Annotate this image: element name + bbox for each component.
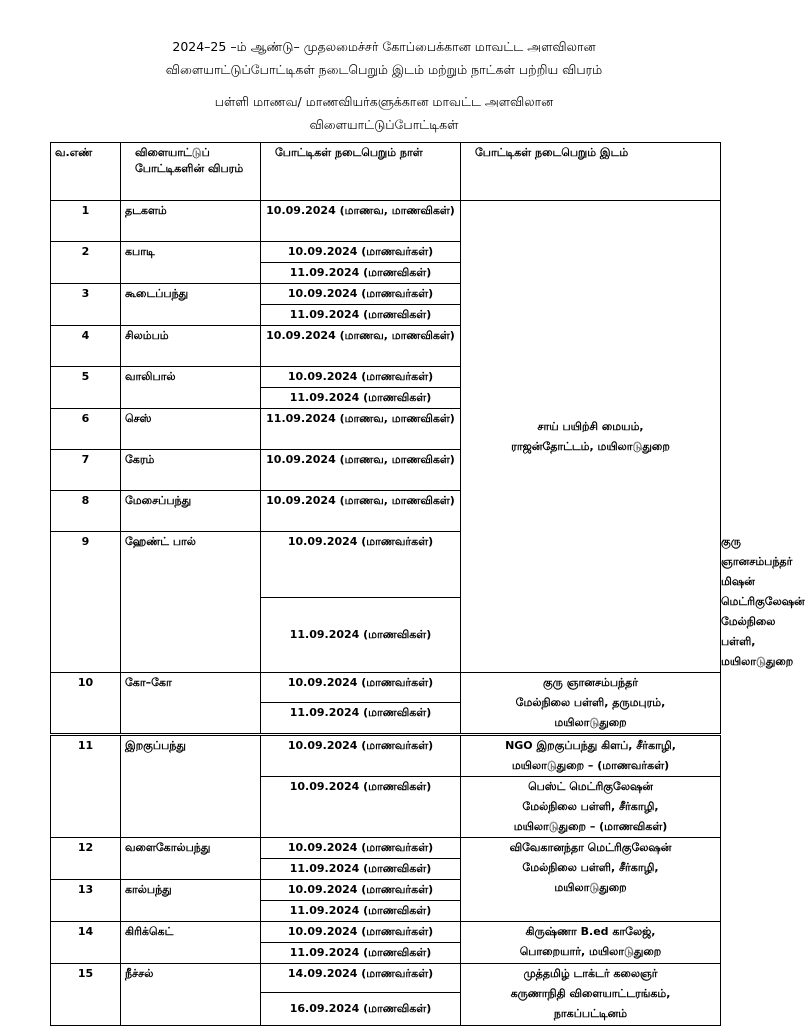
row-sport: கபாடி xyxy=(121,242,261,284)
row-sno: 9 xyxy=(51,532,121,673)
title-line-2: விளையாட்டுப்போட்டிகள் நடைபெறும் இடம் மற்றும் நாட்கள் பற்றிய விபரம் xyxy=(165,62,603,77)
row-date: 11.09.2024 (மாணவ, மாணவிகள்) xyxy=(261,409,461,450)
row-sno: 12 xyxy=(51,838,121,880)
venue-cell xyxy=(461,922,721,964)
row-sno: 10 xyxy=(51,673,121,735)
title-line-1: 2024–25 –ம் ஆண்டு– முதலமைச்சர் கோப்பைக்கான மாவட்ட அளவிலான xyxy=(172,39,596,54)
row-sport: செஸ் xyxy=(121,409,261,450)
row-date: 11.09.2024 (மாணவிகள்) xyxy=(261,901,461,922)
document-subtitle xyxy=(0,90,768,136)
row-date: 10.09.2024 (மாணவிகள்) xyxy=(261,777,461,838)
table-row: 9 ஹேண்ட் பால் 10.09.2024 (மாணவர்கள்) குரு ஞானசம்பந்தர் மிஷன் மெட்ரிகுலேஷன் மேல்நிலை பள்ளி, மயிலாடுதுறை xyxy=(51,532,721,598)
row-sno: 13 xyxy=(51,880,121,922)
row-sno: 1 xyxy=(51,201,121,242)
row-date: 10.09.2024 (மாணவர்கள்) xyxy=(261,532,461,598)
venue-line: மேல்நிலை பள்ளி, சீர்காழி, xyxy=(522,800,659,813)
row-date: 10.09.2024 (மாணவ, மாணவிகள்) xyxy=(261,450,461,491)
row-sport: வாலிபால் xyxy=(121,367,261,409)
venue-line: கருணாநிதி விளையாட்டரங்கம், xyxy=(510,987,671,1000)
table-row xyxy=(51,964,721,993)
column-header-sno: வ.எண் xyxy=(51,143,121,201)
row-sport: தடகளம் xyxy=(121,201,261,242)
table-row xyxy=(51,201,721,242)
row-date: 11.09.2024 (மாணவிகள்) xyxy=(261,388,461,409)
venue-cell xyxy=(461,838,721,922)
row-sno: 7 xyxy=(51,450,121,491)
row-date: 10.09.2024 (மாணவ, மாணவிகள்) xyxy=(261,201,461,242)
row-date: 10.09.2024 (மாணவர்கள்) xyxy=(261,367,461,388)
table-row xyxy=(51,735,721,777)
row-sno: 11 xyxy=(51,735,121,838)
row-date: 10.09.2024 (மாணவர்கள்) xyxy=(261,242,461,263)
row-date: 10.09.2024 (மாணவர்கள்) xyxy=(261,735,461,777)
row-sport: ஹேண்ட் பால் xyxy=(121,532,261,673)
venue-line: மயிலாடுதுறை – (மாணவிகள்) xyxy=(513,820,668,833)
row-date: 11.09.2024 (மாணவிகள்) xyxy=(261,263,461,284)
document-title xyxy=(0,35,768,81)
venue-line: மேல்நிலை பள்ளி, சீர்காழி, xyxy=(522,861,659,874)
row-sno: 14 xyxy=(51,922,121,964)
venue-cell xyxy=(461,777,721,838)
row-date: 16.09.2024 (மாணவிகள்) xyxy=(261,993,461,1026)
row-sport: வளைகோல்பந்து xyxy=(121,838,261,880)
row-sport: கோ–கோ xyxy=(121,673,261,735)
row-date: 10.09.2024 (மாணவர்கள்) xyxy=(261,838,461,859)
venue-line: மயிலாடுதுறை – (மாணவர்கள்) xyxy=(511,759,670,772)
row-date: 11.09.2024 (மாணவிகள்) xyxy=(261,943,461,964)
table-row xyxy=(51,673,721,703)
row-sport: மேசைப்பந்து xyxy=(121,491,261,532)
row-sport: இறகுப்பந்து xyxy=(121,735,261,838)
row-sport: நீச்சல் xyxy=(121,964,261,1026)
row-sport: கேரம் xyxy=(121,450,261,491)
venue-line: நாகப்பட்டினம் xyxy=(553,1007,628,1020)
venue-cell xyxy=(461,201,721,673)
row-date: 11.09.2024 (மாணவிகள்) xyxy=(261,597,461,672)
row-sno: 2 xyxy=(51,242,121,284)
row-date: 10.09.2024 (மாணவ, மாணவிகள்) xyxy=(261,326,461,367)
venue-line: NGO இறகுப்பந்து கிளப், சீர்காழி, xyxy=(505,739,676,752)
table-row xyxy=(51,838,721,859)
venue-line: சாய் பயிற்சி மையம், xyxy=(537,419,644,433)
row-sno: 4 xyxy=(51,326,121,367)
schedule-table xyxy=(50,142,805,1026)
row-sport: கால்பந்து xyxy=(121,880,261,922)
row-date: 10.09.2024 (மாணவர்கள்) xyxy=(261,673,461,703)
venue-line: குரு ஞானசம்பந்தர் xyxy=(542,676,639,689)
row-date: 10.09.2024 (மாணவர்கள்) xyxy=(261,880,461,901)
column-header-date: போட்டிகள் நடைபெறும் நாள் xyxy=(261,143,461,201)
row-sno: 5 xyxy=(51,367,121,409)
subtitle-line-2: விளையாட்டுப்போட்டிகள் xyxy=(309,117,459,132)
venue-line: முத்தமிழ் டாக்டர் கலைஞர் xyxy=(523,967,658,980)
table-row xyxy=(51,922,721,943)
venue-line: மேல்நிலை பள்ளி, தருமபுரம், xyxy=(515,696,666,709)
row-sno: 8 xyxy=(51,491,121,532)
row-sport: கிரிக்கெட் xyxy=(121,922,261,964)
venue-cell xyxy=(461,673,721,735)
row-sno: 6 xyxy=(51,409,121,450)
row-sport: சிலம்பம் xyxy=(121,326,261,367)
venue-line: மயிலாடுதுறை xyxy=(554,716,627,729)
venue-line: விவேகானந்தா மெட்ரிகுலேஷன் xyxy=(509,841,672,854)
venue-line: கிருஷ்ணா B.ed காலேஜ், xyxy=(525,925,656,938)
row-sno: 15 xyxy=(51,964,121,1026)
row-date: 11.09.2024 (மாணவிகள்) xyxy=(261,305,461,326)
venue-line: பெஸ்ட் மெட்ரிகுலேஷன் xyxy=(528,780,653,793)
subtitle-line-1: பள்ளி மாணவ/ மாணவியர்களுக்கான மாவட்ட அளவிலான xyxy=(214,94,554,109)
row-date: 10.09.2024 (மாணவர்கள்) xyxy=(261,922,461,943)
row-date: 10.09.2024 (மாணவர்கள்) xyxy=(261,284,461,305)
column-header-venue: போட்டிகள் நடைபெறும் இடம் xyxy=(461,143,721,201)
row-date: 11.09.2024 (மாணவிகள்) xyxy=(261,703,461,735)
venue-line: மயிலாடுதுறை xyxy=(554,881,627,894)
venue-cell xyxy=(461,964,721,1026)
row-date: 11.09.2024 (மாணவிகள்) xyxy=(261,859,461,880)
row-sno: 3 xyxy=(51,284,121,326)
venue-line: பொறையார், மயிலாடுதுறை xyxy=(519,945,662,958)
row-sport: கூடைப்பந்து xyxy=(121,284,261,326)
column-header-sport: விளையாட்டுப் போட்டிகளின் விபரம் xyxy=(121,143,261,201)
row-date: 14.09.2024 (மாணவர்கள்) xyxy=(261,964,461,993)
venue-cell xyxy=(461,735,721,777)
row-date: 10.09.2024 (மாணவ, மாணவிகள்) xyxy=(261,491,461,532)
venue-line: ராஜன்தோட்டம், மயிலாடுதுறை xyxy=(511,439,670,453)
